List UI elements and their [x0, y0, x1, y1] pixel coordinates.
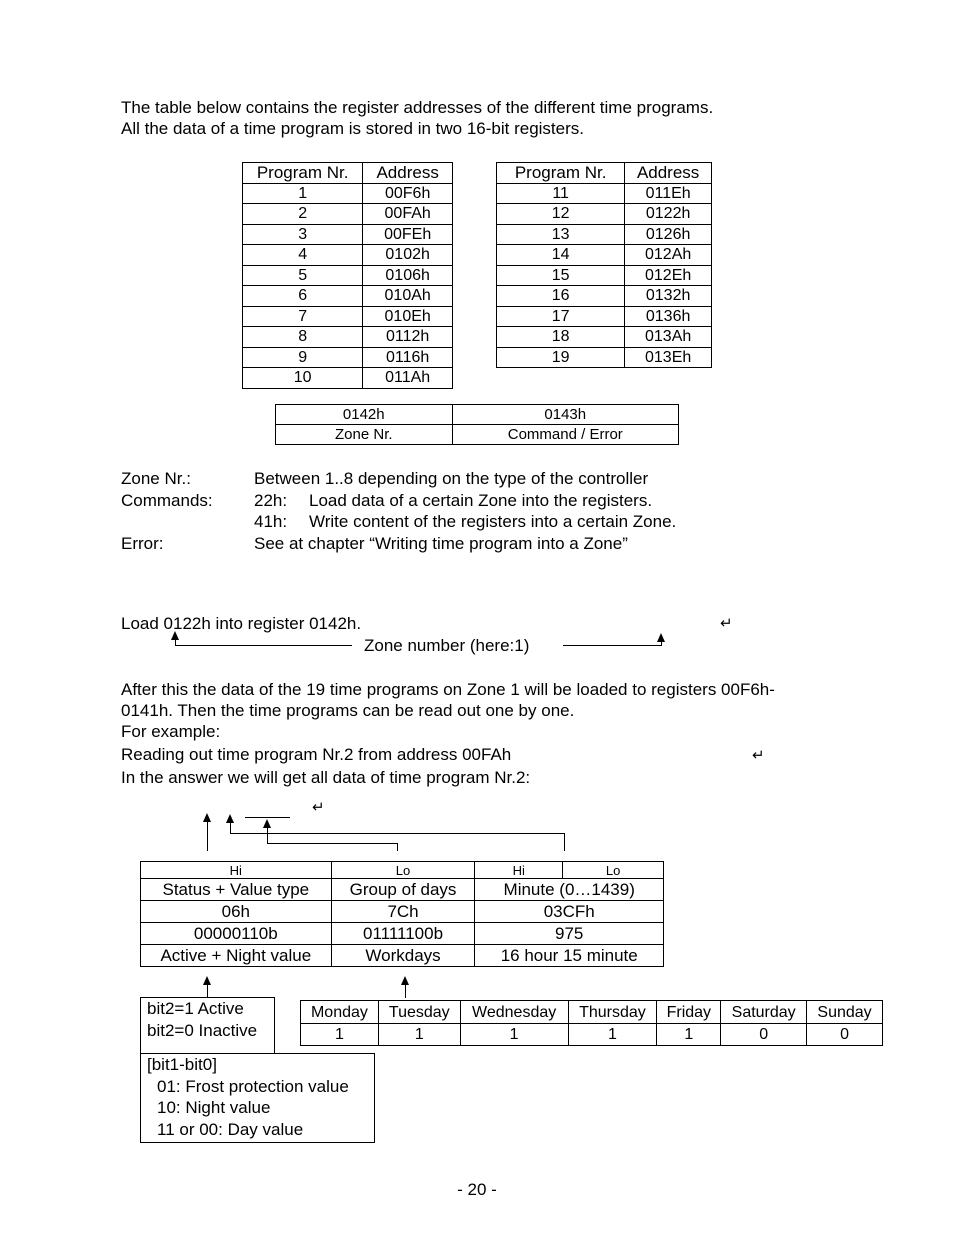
page-number: - 20 - — [457, 1180, 497, 1199]
register-address-zone: 0142h — [276, 405, 453, 425]
cell-status-meaning: Active + Night value — [141, 945, 332, 967]
day-value-cell: 1 — [301, 1024, 379, 1046]
program-number-cell: 13 — [497, 224, 625, 245]
address-cell: 011Ah — [363, 368, 453, 389]
program-table-left — [242, 162, 453, 389]
value-box-title: [bit1-bit0] — [147, 1055, 217, 1074]
commands-label: Commands: — [121, 491, 213, 510]
arrow-up-icon — [657, 633, 665, 642]
day-value-cell: 1 — [460, 1024, 568, 1046]
bit2-inactive: bit2=0 Inactive — [147, 1021, 258, 1040]
bit2-active: bit2=1 Active — [147, 999, 244, 1018]
address-cell: 0122h — [625, 204, 712, 225]
table-row — [243, 327, 453, 348]
address-cell: 00FAh — [363, 204, 453, 225]
arrow-up-icon — [203, 813, 211, 822]
register-zone-label: Zone Nr. — [276, 425, 453, 445]
value-type-box — [140, 1053, 375, 1143]
program-number-cell: 14 — [497, 245, 625, 266]
after-line-2: 0141h. Then the time programs can be read out one by one. — [121, 701, 575, 720]
day-value-cell: 1 — [378, 1024, 460, 1046]
cell-days-desc: Group of days — [331, 879, 475, 901]
reading-line: Reading out time program Nr.2 from address 00FAh — [121, 745, 512, 764]
day-value-cell: 0 — [807, 1024, 883, 1046]
zone-arrow-line-left — [175, 645, 352, 646]
status-arrow-line — [207, 820, 208, 851]
table-row — [243, 183, 453, 204]
cell-minute-dec: 975 — [475, 923, 664, 945]
address-cell: 00FEh — [363, 224, 453, 245]
program-number-cell: 7 — [243, 306, 363, 327]
address-cell: 0132h — [625, 286, 712, 307]
cell-days-meaning: Workdays — [331, 945, 475, 967]
arrow-up-icon — [203, 976, 211, 985]
zone-arrow-line-right — [563, 645, 661, 646]
days-table — [300, 1000, 883, 1046]
days-arrow-stem — [267, 826, 268, 844]
program-number-cell: 4 — [243, 245, 363, 266]
table-row — [497, 306, 712, 327]
return-icon: ↵ — [720, 615, 733, 632]
program-number-cell: 9 — [243, 347, 363, 368]
address-cell: 011Eh — [625, 183, 712, 204]
cell-status-bin: 00000110b — [141, 923, 332, 945]
address-cell: 010Ah — [363, 286, 453, 307]
register-command-label: Command / Error — [452, 425, 678, 445]
table-row — [497, 224, 712, 245]
program-number-cell: 8 — [243, 327, 363, 348]
minute-arrow-line — [230, 833, 565, 834]
minute-arrow-drop — [564, 833, 565, 851]
table-row — [243, 286, 453, 307]
days-arrow-drop — [397, 843, 398, 851]
address-cell: 0112h — [363, 327, 453, 348]
day-name-cell: Sunday — [807, 1001, 883, 1024]
command-2-text: Write content of the registers into a certain Zone. — [309, 512, 677, 531]
table-row — [497, 286, 712, 307]
address-cell: 013Ah — [625, 327, 712, 348]
address-cell: 0116h — [363, 347, 453, 368]
cell-minute-desc: Minute (0…1439) — [475, 879, 664, 901]
cell-status-desc: Status + Value type — [141, 879, 332, 901]
cell-days-bin: 01111100b — [331, 923, 475, 945]
return-icon: ↵ — [312, 799, 325, 816]
program-right-header-cell: Address — [625, 163, 712, 184]
program-number-cell: 15 — [497, 265, 625, 286]
value-night: 10: Night value — [157, 1098, 271, 1117]
zone-label: Zone Nr.: — [121, 469, 191, 488]
day-name-cell: Friday — [657, 1001, 721, 1024]
command-2-code: 41h: — [254, 512, 288, 531]
arrow-up-icon — [171, 631, 179, 640]
program-number-cell: 5 — [243, 265, 363, 286]
day-name-cell: Thursday — [568, 1001, 657, 1024]
table-row — [243, 245, 453, 266]
address-cell: 013Eh — [625, 347, 712, 368]
value-frost: 01: Frost protection value — [157, 1076, 349, 1096]
intro-line-1: The table below contains the register addresses of the different time programs. — [121, 98, 714, 117]
table-row — [497, 327, 712, 348]
table-row — [243, 204, 453, 225]
address-cell: 00F6h — [363, 183, 453, 204]
arrow-up-icon — [401, 976, 409, 985]
answer-line: In the answer we will get all data of time program Nr.2: — [121, 768, 531, 787]
program-number-cell: 2 — [243, 204, 363, 225]
program-right-header-cell: Program Nr. — [497, 163, 625, 184]
program-left-header-cell: Address — [363, 163, 453, 184]
byte-lo-1: Lo — [331, 862, 475, 879]
arrow-up-icon — [263, 819, 271, 828]
day-value-cell: 1 — [568, 1024, 657, 1046]
cell-status-hex: 06h — [141, 901, 332, 923]
value-day: 11 or 00: Day value — [157, 1119, 304, 1139]
program-number-cell: 19 — [497, 347, 625, 368]
program-left-header-row — [243, 163, 453, 184]
for-example: For example: — [121, 722, 221, 741]
byte-hi-1: Hi — [141, 862, 332, 879]
table-row — [243, 224, 453, 245]
arrow-up-icon — [226, 814, 234, 823]
table-row — [243, 347, 453, 368]
table-row — [243, 306, 453, 327]
program-left-header-cell: Program Nr. — [243, 163, 363, 184]
load-line: Load 0122h into register 0142h. — [121, 614, 362, 633]
time-program-table — [140, 861, 664, 967]
table-row — [243, 368, 453, 389]
day-name-cell: Monday — [301, 1001, 379, 1024]
program-number-cell: 3 — [243, 224, 363, 245]
cell-minute-meaning: 16 hour 15 minute — [475, 945, 664, 967]
command-1-text: Load data of a certain Zone into the registers. — [309, 491, 653, 510]
day-value-cell: 0 — [721, 1024, 807, 1046]
table-row — [497, 265, 712, 286]
address-cell: 0106h — [363, 265, 453, 286]
address-cell: 010Eh — [363, 306, 453, 327]
command-1-code: 22h: — [254, 491, 288, 510]
table-row — [497, 204, 712, 225]
table-row — [497, 245, 712, 266]
address-cell: 0136h — [625, 306, 712, 327]
table-row — [497, 347, 712, 368]
register-table — [275, 404, 679, 445]
cell-days-hex: 7Ch — [331, 901, 475, 923]
days-value-row — [301, 1024, 883, 1046]
days-arrow-bar — [245, 817, 290, 818]
day-value-cell: 1 — [657, 1024, 721, 1046]
day-name-cell: Saturday — [721, 1001, 807, 1024]
program-number-cell: 12 — [497, 204, 625, 225]
zone-number-note: Zone number (here:1) — [364, 636, 530, 655]
error-text: See at chapter “Writing time program into a Zone” — [254, 534, 628, 553]
address-cell: 0102h — [363, 245, 453, 266]
zone-text: Between 1..8 depending on the type of the controller — [254, 469, 649, 488]
program-table-right — [496, 162, 712, 368]
program-number-cell: 16 — [497, 286, 625, 307]
after-line-1: After this the data of the 19 time programs on Zone 1 will be loaded to registers 00F6h- — [121, 680, 775, 699]
bit-arrow-line — [207, 984, 208, 998]
register-address-command: 0143h — [452, 405, 678, 425]
program-number-cell: 1 — [243, 183, 363, 204]
byte-lo-2: Lo — [563, 862, 664, 879]
table-row — [497, 183, 712, 204]
return-icon: ↵ — [752, 747, 765, 764]
days-group-arrow-line — [405, 984, 406, 998]
day-name-cell: Wednesday — [460, 1001, 568, 1024]
address-cell: 012Ah — [625, 245, 712, 266]
program-number-cell: 6 — [243, 286, 363, 307]
days-arrow-line — [267, 843, 398, 844]
program-number-cell: 18 — [497, 327, 625, 348]
program-number-cell: 11 — [497, 183, 625, 204]
byte-hi-2: Hi — [475, 862, 563, 879]
program-number-cell: 17 — [497, 306, 625, 327]
days-header-row — [301, 1001, 883, 1024]
intro-line-2: All the data of a time program is stored in two 16-bit registers. — [121, 119, 584, 138]
address-cell: 012Eh — [625, 265, 712, 286]
table-row — [243, 265, 453, 286]
cell-minute-hex: 03CFh — [475, 901, 664, 923]
day-name-cell: Tuesday — [378, 1001, 460, 1024]
error-label: Error: — [121, 534, 164, 553]
bit2-box — [140, 997, 275, 1054]
address-cell: 0126h — [625, 224, 712, 245]
program-right-header-row — [497, 163, 712, 184]
program-number-cell: 10 — [243, 368, 363, 389]
